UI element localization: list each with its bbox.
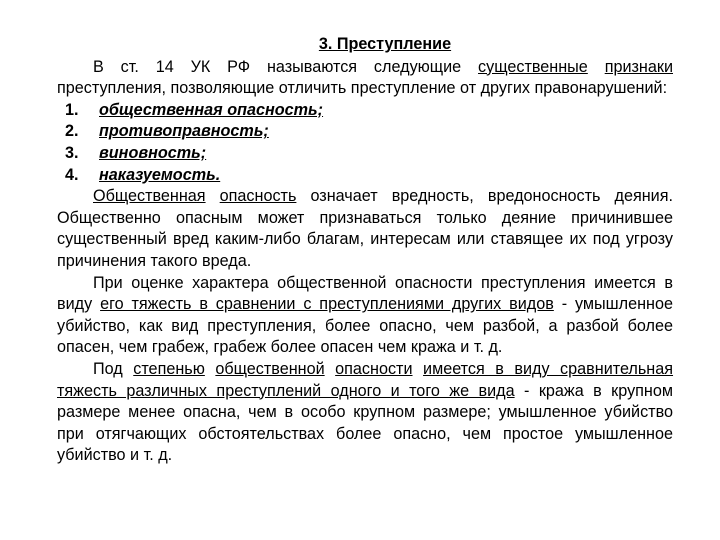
degree-paragraph: [57, 359, 673, 467]
paragraph-text: Под: [93, 359, 134, 378]
underlined-term: существенные: [478, 57, 588, 76]
intro-text: В ст. 14 УК РФ называются следующие: [93, 57, 479, 76]
underlined-term: общественной: [215, 359, 325, 378]
underlined-term: признаки: [604, 57, 673, 76]
feature-text: виновность;: [99, 143, 207, 162]
underlined-phrase: его тяжесть в сравнении с преступлениями других видов: [100, 295, 554, 314]
character-paragraph: [57, 273, 673, 359]
list-item: [99, 100, 673, 122]
intro-paragraph: В ст. 14 УК РФ называются следующие существенные признаки преступления, позволяющие отличить преступление от других правонарушений:: [57, 57, 673, 98]
underlined-term: опасность: [219, 187, 297, 206]
feature-text: общественная опасность;: [99, 100, 324, 119]
list-item: [99, 165, 673, 187]
paragraph-text: - умышленное убийство, как вид преступления, более опасно, чем разбой, а разбой более опасен, чем грабеж, грабеж более опасен чем кража и т. д.: [57, 295, 673, 357]
list-item: [99, 121, 673, 143]
underlined-term: опасности: [335, 359, 413, 378]
underlined-term: степенью: [133, 359, 205, 378]
paragraph-text: При оценке характера общественной опасности преступления имеется в виду: [57, 273, 673, 314]
underlined-term: Общественная: [93, 187, 206, 206]
page-title: 3. Преступление: [318, 35, 452, 53]
paragraph-text: означает вредность, вредоносность деяния. Общественно опасным может признаваться только деяние причинившее существенный вред каким-либо благам, интересам или ставящее их под угрозу причинения такого вреда.: [57, 187, 673, 270]
feature-text: противоправность;: [99, 122, 269, 141]
paragraph-text: - кража в крупном размере менее опасна, чем в особо крупном размере; умышленное убийство при отягчающих обстоятельствах более опасно, чем простое умышленное убийство и т. д.: [57, 381, 673, 465]
feature-text: наказуемость.: [99, 165, 221, 184]
features-list: [57, 100, 673, 186]
slide-content: [57, 34, 673, 467]
definition-paragraph: [57, 186, 673, 272]
list-item: [99, 143, 673, 165]
underlined-phrase: имеется в виду сравнительная тяжесть различных преступлений одного и того же вида: [57, 359, 674, 400]
